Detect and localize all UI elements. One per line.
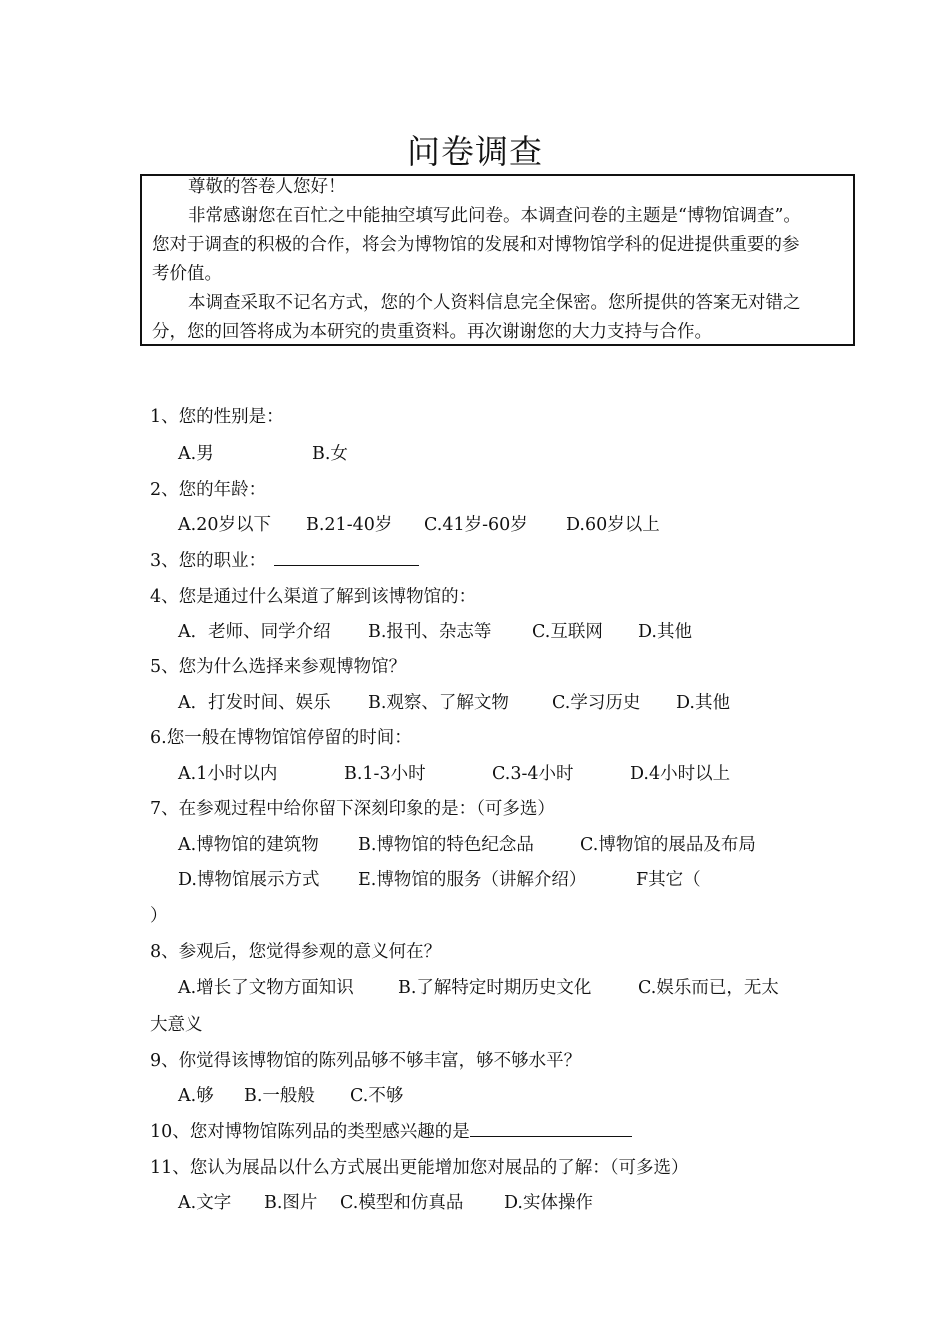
option[interactable]: B.博物馆的特色纪念品 — [358, 835, 534, 855]
interest-blank[interactable] — [470, 1119, 632, 1137]
question-6: 6.您一般在博物馆馆停留的时间： — [150, 728, 412, 748]
option[interactable]: B.图片 — [264, 1193, 318, 1213]
option[interactable]: D.60岁以上 — [566, 515, 660, 535]
intro-text — [152, 173, 802, 347]
option[interactable]: B.21-40岁 — [306, 515, 393, 535]
page-title: 问卷调查 — [407, 132, 543, 171]
option[interactable]: A.文字 — [178, 1193, 232, 1213]
option[interactable]: F其它（ — [636, 870, 701, 890]
option[interactable]: C.博物馆的展品及布局 — [580, 835, 756, 855]
option[interactable]: D.实体操作 — [504, 1193, 593, 1213]
option[interactable]: A.1小时以内 — [178, 764, 278, 784]
question-2: 2、您的年龄： — [150, 480, 267, 500]
option[interactable]: B.观察、了解文物 — [368, 693, 509, 713]
option[interactable]: A.男 — [178, 444, 214, 464]
intro-paragraph-2: 本调查采取不记名方式，您的个人资料信息完全保密。您所提供的答案无对错之分，您的回答将成为本研究的贵重资料。再次谢谢您的大力支持与合作。 — [152, 293, 801, 342]
question-7-continuation: ） — [150, 906, 168, 926]
question-4: 4、您是通过什么渠道了解到该博物馆的： — [150, 587, 477, 607]
question-10 — [150, 1118, 632, 1143]
option[interactable]: B.一般般 — [244, 1086, 315, 1106]
option[interactable]: A.够 — [178, 1086, 214, 1106]
option[interactable]: A.博物馆的建筑物 — [178, 835, 319, 855]
option[interactable]: A.增长了文物方面知识 — [178, 978, 354, 998]
option[interactable]: B.了解特定时期历史文化 — [398, 978, 592, 998]
question-10-text: 10、您对博物馆陈列品的类型感兴趣的是 — [150, 1122, 470, 1142]
question-3-text: 3、您的职业： — [150, 551, 267, 571]
option[interactable]: A．打发时间、娱乐 — [178, 693, 331, 713]
option[interactable]: A．老师、同学介绍 — [178, 622, 331, 642]
option[interactable]: C.学习历史 — [552, 693, 641, 713]
option[interactable]: B.女 — [312, 444, 348, 464]
option[interactable]: A.20岁以下 — [178, 515, 271, 535]
option[interactable]: C.模型和仿真品 — [340, 1193, 464, 1213]
option[interactable]: B.1-3小时 — [344, 764, 426, 784]
occupation-blank[interactable] — [274, 548, 419, 566]
question-9: 9、你觉得该博物馆的陈列品够不够丰富，够不够水平？ — [150, 1051, 582, 1071]
option[interactable]: E.博物馆的服务（讲解介绍） — [358, 870, 587, 890]
option[interactable]: C.互联网 — [532, 622, 603, 642]
option[interactable]: C.3-4小时 — [492, 764, 574, 784]
intro-greeting: 尊敬的答卷人您好！ — [188, 177, 346, 197]
option[interactable]: D.其他 — [676, 693, 730, 713]
option[interactable]: C.娱乐而已，无太 — [638, 978, 779, 998]
option[interactable]: B.报刊、杂志等 — [368, 622, 492, 642]
question-3 — [150, 547, 419, 572]
question-7: 7、在参观过程中给你留下深刻印象的是：（可多选） — [150, 799, 555, 819]
question-5: 5、您为什么选择来参观博物馆？ — [150, 657, 407, 677]
question-11: 11、您认为展品以什么方式展出更能增加您对展品的了解：（可多选） — [150, 1158, 689, 1178]
option[interactable]: D.博物馆展示方式 — [178, 870, 320, 890]
question-8-continuation: 大意义 — [150, 1015, 203, 1035]
option[interactable]: D.4小时以上 — [630, 764, 731, 784]
option[interactable]: C.41岁-60岁 — [424, 515, 528, 535]
question-8: 8、参观后，您觉得参观的意义何在？ — [150, 942, 442, 962]
option[interactable]: C.不够 — [350, 1086, 404, 1106]
question-1: 1、您的性别是： — [150, 407, 284, 427]
option[interactable]: D.其他 — [638, 622, 692, 642]
intro-paragraph-1: 非常感谢您在百忙之中能抽空填写此问卷。本调查问卷的主题是“博物馆调查”。您对于调查的积极的合作，将会为博物馆的发展和对博物馆学科的促进提供重要的参考价值。 — [152, 206, 801, 284]
